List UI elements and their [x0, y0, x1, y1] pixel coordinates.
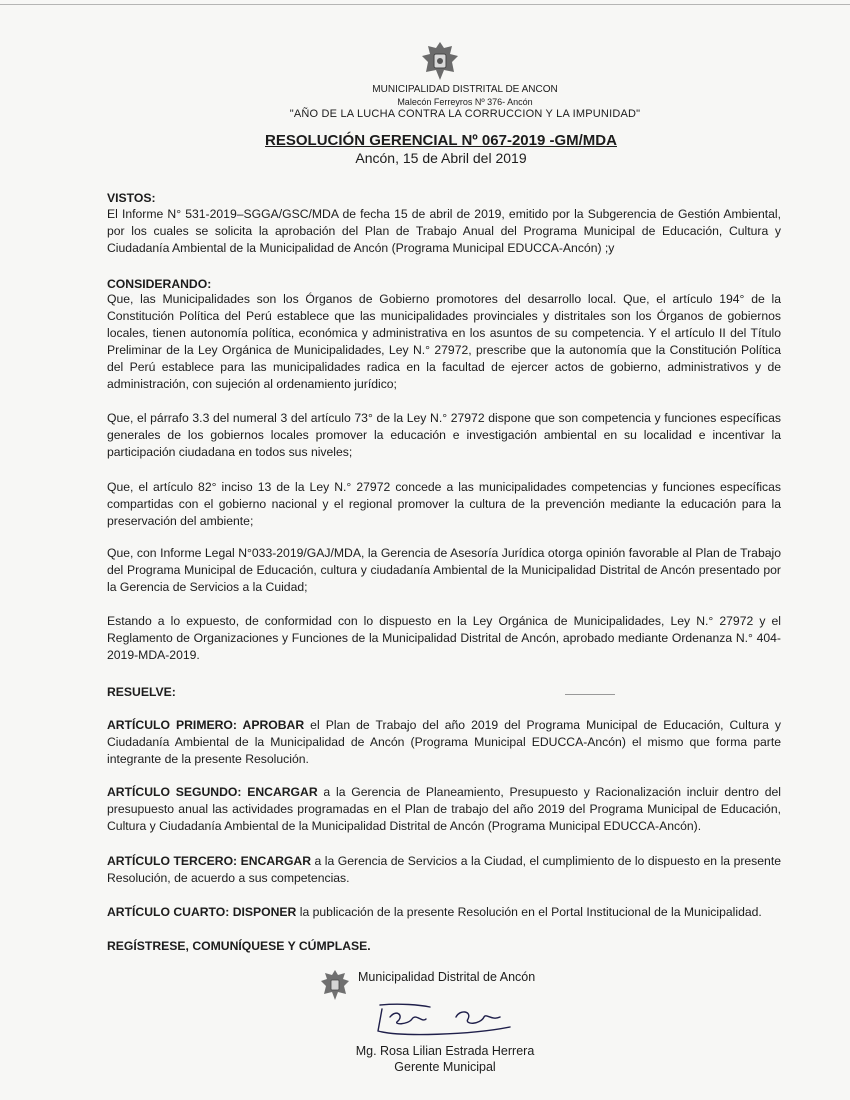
- scan-edge-line: [0, 4, 850, 5]
- municipal-crest-icon: [418, 40, 462, 82]
- article-label: ARTÍCULO SEGUNDO: ENCARGAR: [107, 785, 318, 799]
- scan-mark: [565, 694, 615, 695]
- resuelve-heading: RESUELVE:: [107, 685, 176, 699]
- header-address: Malecón Ferreyros Nº 376- Ancón: [397, 97, 533, 107]
- considerando-paragraph: Que, con Informe Legal N°033-2019/GAJ/MDA, la Gerencia de Asesoría Jurídica otorga opinión favorable al Plan de Trabajo del Programa Municipal de Educación, cultura y ciudadanía Ambiental de la Municipalidad Distrital de Ancón presentado por la Gerencia de Servicios a la Cuidad;: [107, 546, 781, 594]
- article-label: ARTÍCULO PRIMERO: APROBAR: [107, 718, 305, 732]
- considerando-paragraph: Que, el artículo 82° inciso 13 de la Ley N.° 27972 concede a las municipalidades competencias y funciones específicas compartidas con el gobierno nacional y el regional promover la cultura de la prevención mediante la educación para la preservación del ambiente;: [107, 480, 781, 528]
- handwritten-signature: [360, 995, 520, 1040]
- signature-stamp-text: Municipalidad Distrital de Ancón: [358, 970, 536, 984]
- header-municipality: MUNICIPALIDAD DISTRITAL DE ANCON: [372, 84, 558, 95]
- article-text: la publicación de la presente Resolución en el Portal Institucional de la Municipalidad.: [296, 905, 762, 919]
- article-tercero: [107, 853, 781, 887]
- resolution-date: Ancón, 15 de Abril del 2019: [355, 150, 527, 166]
- header-motto: "AÑO DE LA LUCHA CONTRA LA CORRUCCION Y LA IMPUNIDAD": [289, 108, 641, 120]
- vistos-heading: VISTOS:: [107, 191, 156, 205]
- signatory-name: Mg. Rosa Lilian Estrada Herrera: [355, 1044, 535, 1058]
- considerando-paragraph: Que, las Municipalidades son los Órganos de Gobierno promotores del desarrollo local. Que, el artículo 194° de la Constitución Política del Perú establece que las municipalidades provinciales y distritales son los Órganos de gobiernos locales, tienen autonomía política, económica y administrativa en los asuntos de su competencia. Y el artículo II del Título Preliminar de la Ley Orgánica de Municipalidades, Ley N.° 27972, prescribe que la autonomía que la Constitución Política del Perú establece para las municipalidades radica en la facultad de ejercer actos de gobierno, administrativos y de administración, con sujeción al ordenamiento jurídico;: [107, 292, 781, 391]
- article-text: a la Gerencia de Planeamiento, Presupuesto y Racionalización incluir dentro del presupuesto anual las actividades programadas en el Plan de trabajo del año 2019 del Programa Municipal de Educación, Cultura y Ciudadanía Ambiental de la Municipalidad Distrital de Ancón (Programa Municipal EDUCCA-Ancón).: [107, 785, 781, 833]
- article-label: ARTÍCULO CUARTO: DISPONER: [107, 905, 297, 919]
- article-text: a la Gerencia de Servicios a la Ciudad, el cumplimiento de lo dispuesto en la presente Resolución, de acuerdo a sus competencias.: [107, 854, 781, 885]
- article-primero: [107, 717, 781, 768]
- considerando-paragraph: Que, el párrafo 3.3 del numeral 3 del artículo 73° de la Ley N.° 27972 dispone que son competencia y funciones específicas generales de los gobiernos locales promover la educación e investigación ambiental en su localidad e incentivar la participación ciudadana en todos sus niveles;: [107, 411, 781, 459]
- article-text: el Plan de Trabajo del año 2019 del Programa Municipal de Educación, Cultura y Ciudadanía Ambiental de la Municipalidad de Ancón (Programa Municipal EDUCCA-Ancón) el mismo que forma parte integrante de la presente Resolución.: [107, 718, 781, 766]
- closing-formula: REGÍSTRESE, COMUNÍQUESE Y CÚMPLASE.: [107, 939, 371, 953]
- considerando-paragraph: Estando a lo expuesto, de conformidad con lo dispuesto en la Ley Orgánica de Municipalidades, Ley N.° 27972 y el Reglamento de Organizaciones y Funciones de la Municipalidad Distrital de Ancón, aprobado mediante Ordenanza N.° 404-2019-MDA-2019.: [107, 614, 781, 662]
- article-cuarto: [107, 904, 781, 921]
- considerando-heading: CONSIDERANDO:: [107, 277, 212, 291]
- signatory-role: Gerente Municipal: [394, 1060, 496, 1074]
- article-segundo: [107, 784, 781, 835]
- resolution-title: RESOLUCIÓN GERENCIAL Nº 067-2019 -GM/MDA: [265, 132, 617, 149]
- stamp-crest-icon: [318, 968, 352, 1002]
- vistos-text: El Informe N° 531-2019–SGGA/GSC/MDA de fecha 15 de abril de 2019, emitido por la Subgerencia de Gestión Ambiental, por los cuales se solicita la aprobación del Plan de Trabajo Anual del Programa Municipal de Educación, Cultura y Ciudadanía Ambiental de la Municipalidad de Ancón (Programa Municipal EDUCCA-Ancón) ;y: [107, 207, 781, 255]
- article-label: ARTÍCULO TERCERO: ENCARGAR: [107, 854, 312, 868]
